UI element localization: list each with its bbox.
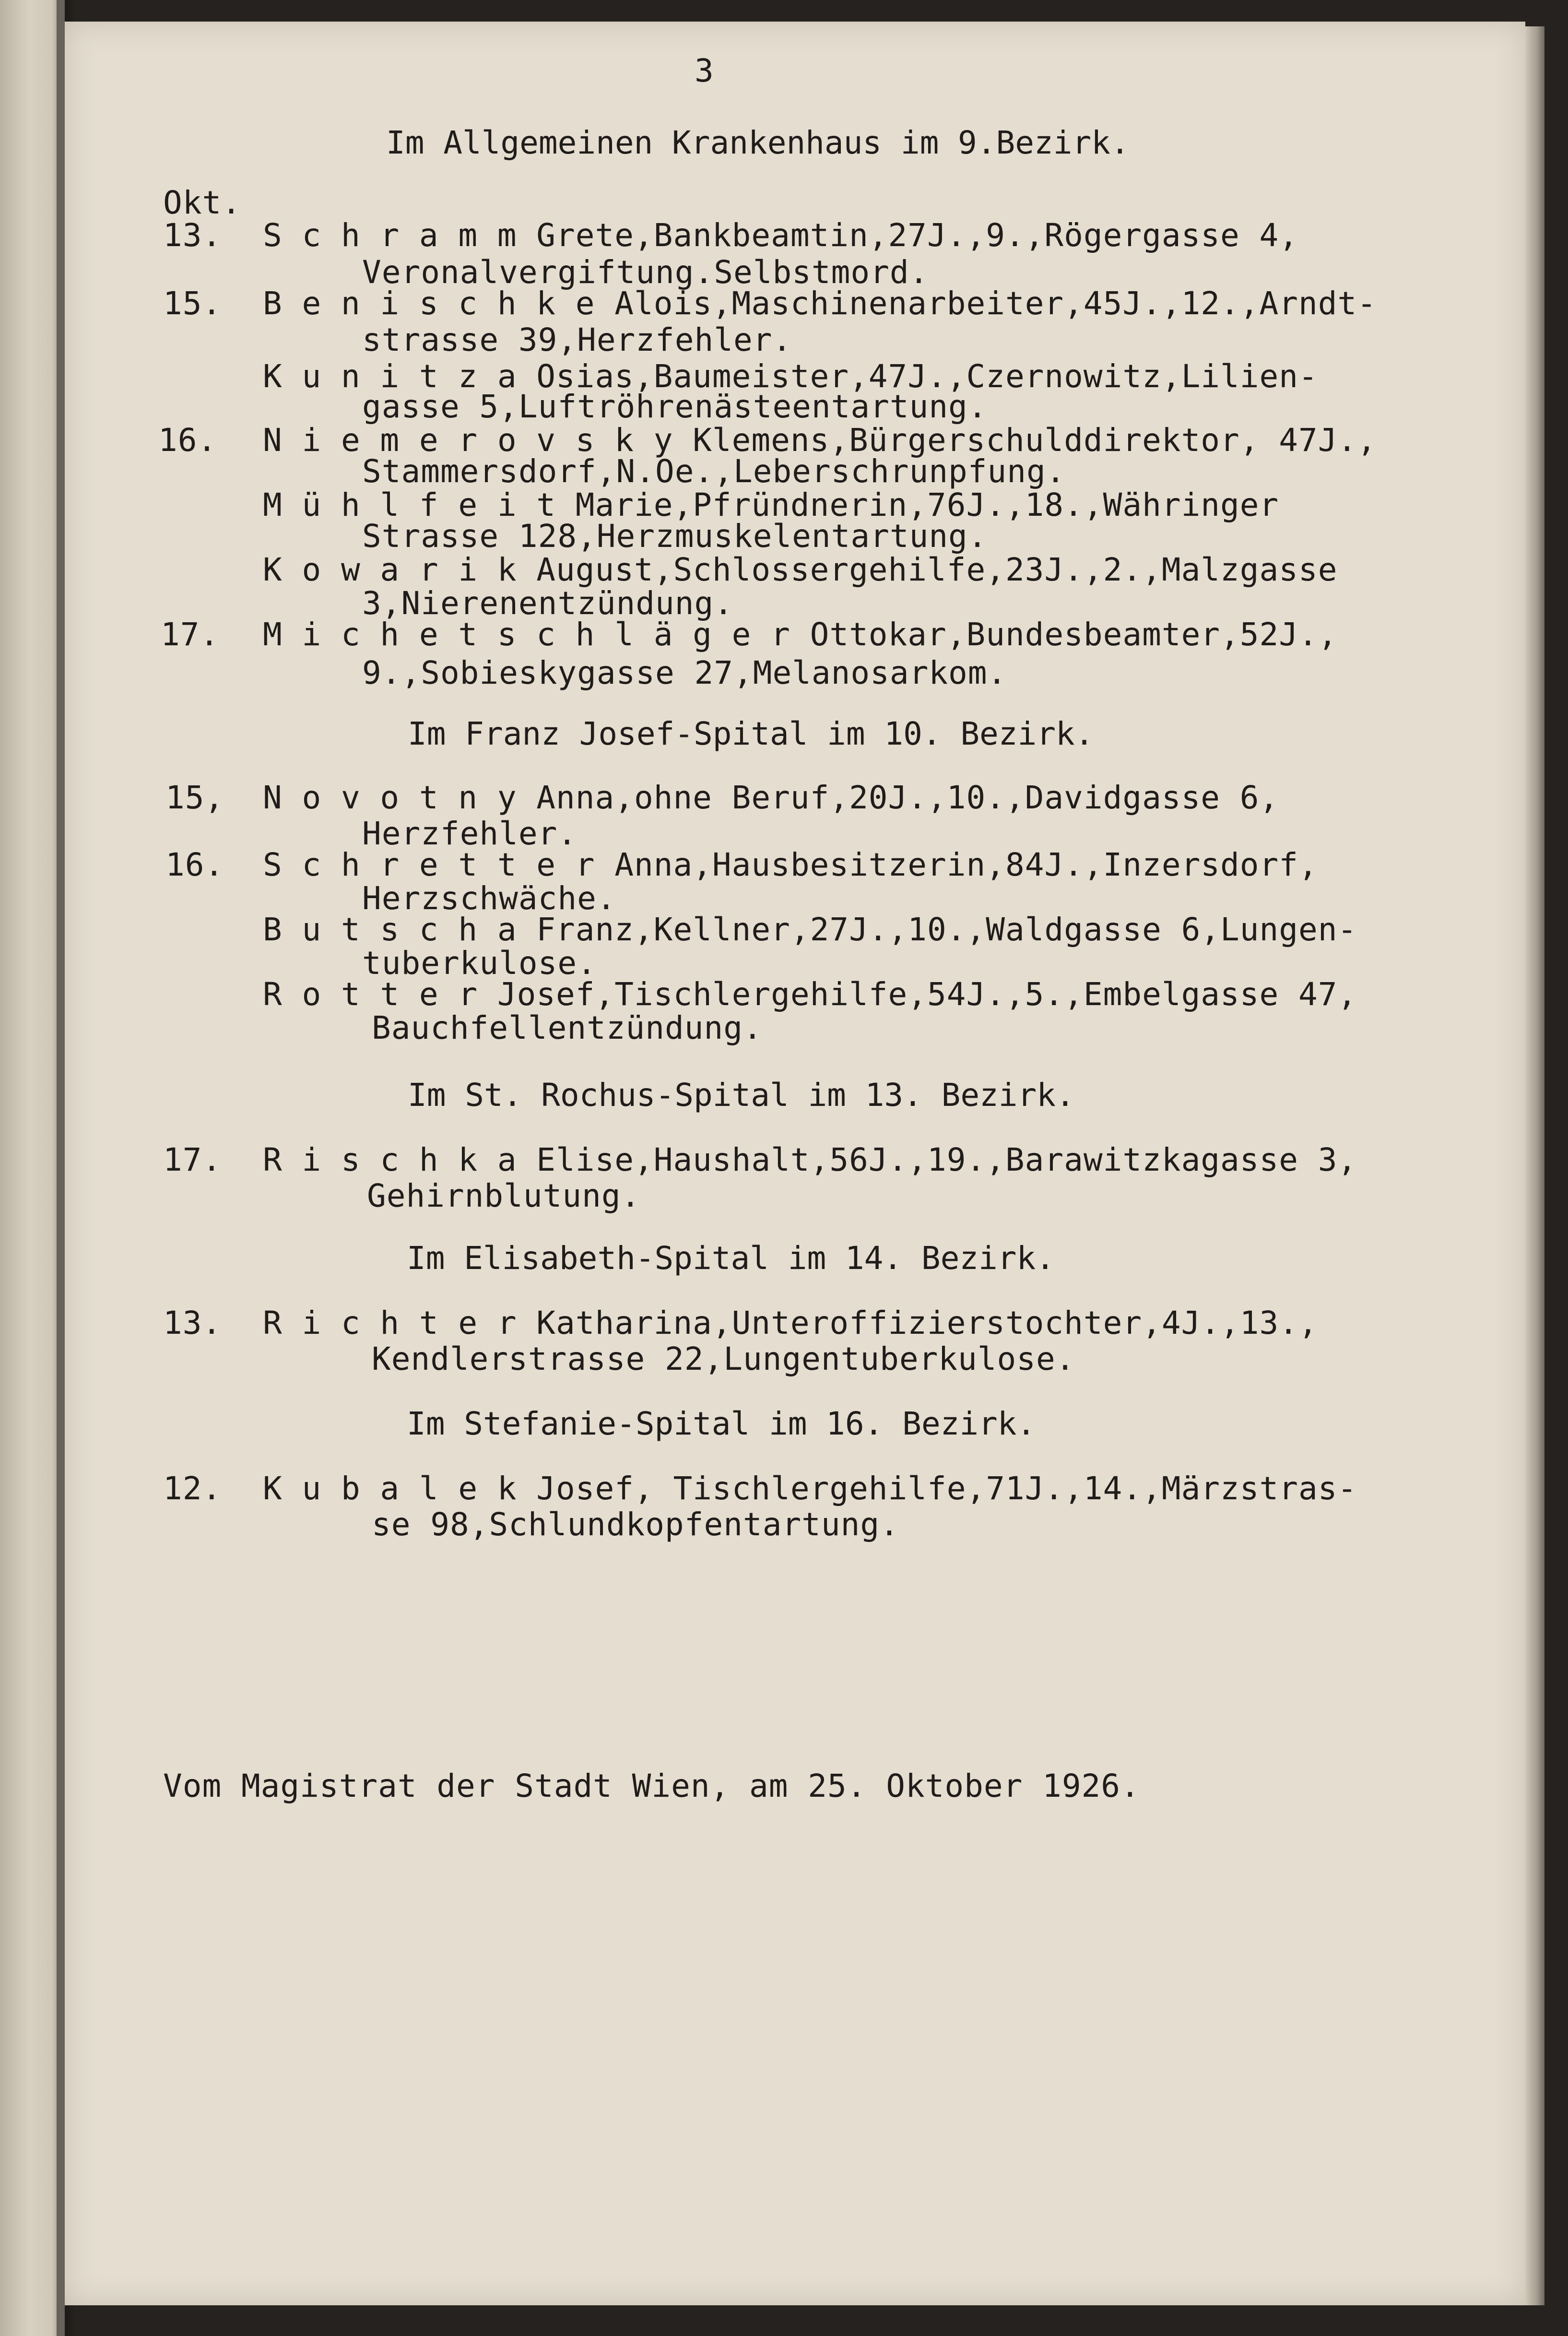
entry-line	[263, 779, 1279, 816]
entry-date: 13.	[163, 217, 222, 254]
entry-continuation: Bauchfellentzündung.	[372, 1009, 763, 1046]
page-number: 3	[695, 52, 714, 89]
page-stack-edge	[1525, 26, 1544, 2305]
entry-date: 17.	[163, 1141, 222, 1178]
entry-details: Osias,Baumeister,47J.,Czernowitz,Lilien-	[517, 358, 1318, 395]
entry-details: August,Schlossergehilfe,23J.,2.,Malzgasse	[517, 551, 1338, 588]
entry-date: 15,	[165, 779, 224, 816]
entry-line	[263, 551, 1338, 588]
entry-details: Elise,Haushalt,56J.,19.,Barawitzkagasse 3,	[517, 1141, 1357, 1178]
entry-date: 16.	[165, 846, 224, 883]
entry-line	[263, 846, 1318, 883]
entry-continuation: 3,Nierenentzündung.	[362, 585, 733, 622]
entry-line	[263, 1470, 1357, 1507]
entry-line	[263, 422, 1377, 459]
entry-details: Marie,Pfründnerin,76J.,18.,Währinger	[556, 486, 1279, 523]
entry-continuation: Kendlerstrasse 22,Lungentuberkulose.	[372, 1340, 1075, 1377]
entry-details: Katharina,Unteroffizierstochter,4J.,13.,	[517, 1304, 1318, 1341]
entry-surname: K u b a l e k	[263, 1470, 517, 1507]
footer-signature-line: Vom Magistrat der Stadt Wien, am 25. Oktober 1926.	[163, 1767, 1140, 1804]
entry-surname: R i s c h k a	[263, 1141, 517, 1178]
entry-continuation: tuberkulose.	[362, 945, 597, 982]
entry-continuation: Stammersdorf,N.Oe.,Leberschrunpfung.	[362, 453, 1066, 490]
entry-surname: R o t t e r	[263, 976, 478, 1013]
entry-continuation: 9.,Sobieskygasse 27,Melanosarkom.	[362, 654, 1007, 691]
entry-details: Anna,Hausbesitzerin,84J.,Inzersdorf,	[595, 846, 1318, 883]
entry-continuation: Gehirnblutung.	[367, 1177, 641, 1214]
entry-surname: R i c h t e r	[263, 1304, 517, 1341]
entry-continuation: strasse 39,Herzfehler.	[362, 321, 792, 358]
entry-surname: B u t s c h a	[263, 911, 517, 948]
entry-line	[263, 486, 1279, 523]
entry-date: 13.	[163, 1304, 222, 1341]
entry-date: 15.	[163, 285, 222, 322]
entry-surname: K u n i t z a	[263, 358, 517, 395]
entry-line	[263, 616, 1338, 653]
entry-details: Klemens,Bürgerschulddirektor, 47J.,	[673, 422, 1377, 459]
entry-line	[263, 1304, 1318, 1341]
left-page-edge	[0, 0, 65, 2336]
entry-continuation: Strasse 128,Herzmuskelentartung.	[362, 518, 988, 555]
entry-surname: N i e m e r o v s k y	[263, 422, 673, 459]
entry-line	[263, 1141, 1357, 1178]
entry-date: 16.	[158, 422, 217, 459]
entry-surname: S c h r a m m	[263, 217, 517, 254]
month-label: Okt.	[163, 184, 241, 221]
entry-continuation: se 98,Schlundkopfentartung.	[372, 1506, 899, 1543]
entry-date: 17.	[161, 616, 220, 653]
entry-continuation: Herzfehler.	[362, 815, 578, 852]
entry-date: 12.	[163, 1470, 222, 1507]
entry-details: Franz,Kellner,27J.,10.,Waldgasse 6,Lungen-	[517, 911, 1357, 948]
entry-line	[263, 217, 1298, 254]
entry-details: Alois,Maschinenarbeiter,45J.,12.,Arndt-	[595, 285, 1377, 322]
entry-line	[263, 911, 1357, 948]
section-heading: Im Elisabeth-Spital im 14. Bezirk.	[407, 1240, 1055, 1277]
entry-surname: S c h r e t t e r	[263, 846, 595, 883]
section-heading: Im Stefanie-Spital im 16. Bezirk.	[407, 1405, 1036, 1442]
entry-surname: M ü h l f e i t	[263, 486, 556, 523]
section-heading: Im St. Rochus-Spital im 13. Bezirk.	[408, 1077, 1075, 1114]
entry-continuation: gasse 5,Luftröhrenästeentartung.	[362, 388, 988, 425]
entry-line	[263, 976, 1357, 1013]
entry-details: Anna,ohne Beruf,20J.,10.,Davidgasse 6,	[517, 779, 1279, 816]
entry-line	[263, 285, 1377, 322]
entry-surname: K o w a r i k	[263, 551, 517, 588]
entry-surname: N o v o t n y	[263, 779, 517, 816]
entry-continuation: Veronalvergiftung.Selbstmord.	[362, 254, 929, 291]
entry-details: Josef,Tischlergehilfe,54J.,5.,Embelgasse 47,	[478, 976, 1357, 1013]
section-heading: Im Allgemeinen Krankenhaus im 9.Bezirk.	[386, 124, 1130, 161]
entry-details: Grete,Bankbeamtin,27J.,9.,Rögergasse 4,	[517, 217, 1298, 254]
entry-surname: M i c h e t s c h l ä g e r	[263, 616, 790, 653]
entry-details: Josef, Tischlergehilfe,71J.,14.,Märzstras-	[517, 1470, 1357, 1507]
entry-details: Ottokar,Bundesbeamter,52J.,	[790, 616, 1338, 653]
entry-surname: B e n i s c h k e	[263, 285, 595, 322]
section-heading: Im Franz Josef-Spital im 10. Bezirk.	[408, 715, 1094, 752]
entry-continuation: Herzschwäche.	[362, 880, 616, 917]
